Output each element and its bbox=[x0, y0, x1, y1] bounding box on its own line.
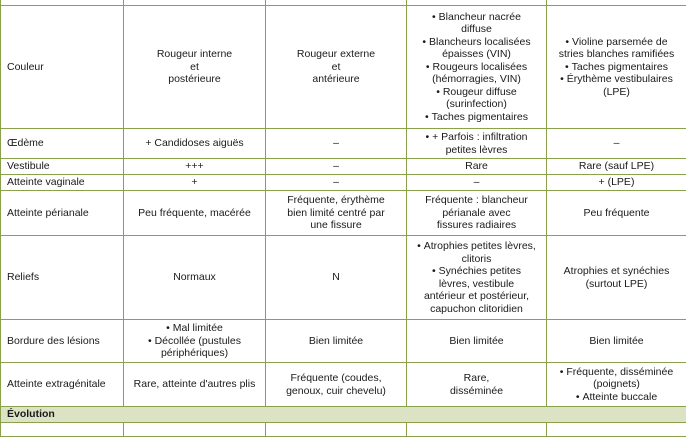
section-header-evolution bbox=[1, 407, 686, 423]
bullet-line: • Atrophies petites lèvres, bbox=[411, 240, 542, 253]
cell-line: genoux, cuir chevelu) bbox=[270, 385, 402, 398]
bullet-line: • Taches pigmentaires bbox=[411, 111, 542, 124]
cell-line: Fréquente : blancheur bbox=[411, 194, 542, 207]
table-cell bbox=[124, 320, 266, 363]
bullet-line: • + Parfois : infiltration bbox=[411, 131, 542, 144]
cell-line: capuchon clitoridien bbox=[411, 303, 542, 316]
table-cell bbox=[407, 236, 547, 320]
cell-line: clitoris bbox=[411, 253, 542, 266]
cell-line: stries blanches ramifiées bbox=[551, 48, 682, 61]
cell-line: et bbox=[270, 61, 402, 74]
table-cell bbox=[124, 6, 266, 129]
table-cell bbox=[547, 236, 686, 320]
cell-line: Atrophies et synéchies bbox=[551, 265, 682, 278]
table-cell: Normaux bbox=[124, 236, 266, 320]
bullet-line: • Décollée (pustules bbox=[128, 335, 261, 348]
cell-line: (surtout LPE) bbox=[551, 278, 682, 291]
cell-line: fissures radiaires bbox=[411, 219, 542, 232]
cell-line: diffuse bbox=[411, 23, 542, 36]
table-cell: +++ bbox=[124, 159, 266, 175]
cell-line: postérieure bbox=[128, 73, 261, 86]
table-row-oedeme bbox=[1, 129, 686, 159]
cell-line: bien limité centré par bbox=[270, 207, 402, 220]
cell-line: (poignets) bbox=[551, 378, 682, 391]
row-label: Bordure des lésions bbox=[1, 320, 124, 363]
cell-line: petites lèvres bbox=[411, 144, 542, 157]
cell-line: antérieur et postérieur, bbox=[411, 290, 542, 303]
table-cell: Rare, atteinte d'autres plis bbox=[124, 363, 266, 407]
bullet-line: • Blancheurs localisées bbox=[411, 36, 542, 49]
table-cell bbox=[407, 363, 547, 407]
cell-line: une fissure bbox=[270, 219, 402, 232]
table-cell: + Candidoses aiguës bbox=[124, 129, 266, 159]
table-cell: Bien limitée bbox=[266, 320, 407, 363]
table-cell: Rare (sauf LPE) bbox=[547, 159, 686, 175]
table-cell: – bbox=[266, 175, 407, 191]
table-row-couleur bbox=[1, 6, 686, 129]
table-cell bbox=[407, 6, 547, 129]
table-cell bbox=[266, 363, 407, 407]
table-cell bbox=[407, 129, 547, 159]
table-cell: Peu fréquente bbox=[547, 191, 686, 236]
table-cell: – bbox=[266, 159, 407, 175]
cell-line: périphériques) bbox=[128, 347, 261, 360]
table-cell bbox=[547, 363, 686, 407]
cell-line: (LPE) bbox=[551, 86, 682, 99]
row-label: Couleur bbox=[1, 6, 124, 129]
row-label: Atteinte extragénitale bbox=[1, 363, 124, 407]
bullet-line: • Violine parsemée de bbox=[551, 36, 682, 49]
cell-line: disséminée bbox=[411, 385, 542, 398]
cell-line: périanale avec bbox=[411, 207, 542, 220]
table-cell bbox=[266, 191, 407, 236]
table-cell: + bbox=[124, 175, 266, 191]
section-title: Évolution bbox=[1, 407, 686, 423]
cell-line: Rare, bbox=[411, 372, 542, 385]
table-cell: Peu fréquente, macérée bbox=[124, 191, 266, 236]
cell-line: et bbox=[128, 61, 261, 74]
table-row-bordure bbox=[1, 320, 686, 363]
bullet-line: • Rougeurs localisées bbox=[411, 61, 542, 74]
bullet-line: • Taches pigmentaires bbox=[551, 61, 682, 74]
table-cell: Bien limitée bbox=[407, 320, 547, 363]
table-cell: + (LPE) bbox=[547, 175, 686, 191]
bullet-line: • Atteinte buccale bbox=[551, 391, 682, 404]
row-label: Atteinte vaginale bbox=[1, 175, 124, 191]
bullet-line: • Rougeur diffuse bbox=[411, 86, 542, 99]
bullet-line: • Fréquente, disséminée bbox=[551, 366, 682, 379]
table-cell: Bien limitée bbox=[547, 320, 686, 363]
cell-line: lèvres, vestibule bbox=[411, 278, 542, 291]
table-row-perianale bbox=[1, 191, 686, 236]
cell-line: Rougeur interne bbox=[128, 48, 261, 61]
table-cell bbox=[266, 6, 407, 129]
table-row-vaginale bbox=[1, 175, 686, 191]
table-cell bbox=[407, 191, 547, 236]
bullet-line: • Blancheur nacrée bbox=[411, 11, 542, 24]
cell-line: antérieure bbox=[270, 73, 402, 86]
table-cell: – bbox=[407, 175, 547, 191]
row-label: Atteinte périanale bbox=[1, 191, 124, 236]
row-label: Reliefs bbox=[1, 236, 124, 320]
bullet-line: • Synéchies petites bbox=[411, 265, 542, 278]
table-row-vestibule bbox=[1, 159, 686, 175]
bullet-line: • Érythème vestibulaires bbox=[551, 73, 682, 86]
bullet-line: • Mal limitée bbox=[128, 322, 261, 335]
table-row-extragenitale bbox=[1, 363, 686, 407]
table-cell: – bbox=[547, 129, 686, 159]
table-row-reliefs bbox=[1, 236, 686, 320]
cell-line: Fréquente, érythème bbox=[270, 194, 402, 207]
cell-line: (hémorragies, VIN) bbox=[411, 73, 542, 86]
cell-line: Rougeur externe bbox=[270, 48, 402, 61]
cell-line: épaisses (VIN) bbox=[411, 48, 542, 61]
row-label: Vestibule bbox=[1, 159, 124, 175]
table-cell: – bbox=[266, 129, 407, 159]
cell-line: (surinfection) bbox=[411, 98, 542, 111]
table-cell: N bbox=[266, 236, 407, 320]
table-cell: Rare bbox=[407, 159, 547, 175]
table-cell bbox=[547, 6, 686, 129]
cell-line: Fréquente (coudes, bbox=[270, 372, 402, 385]
row-label: Œdème bbox=[1, 129, 124, 159]
